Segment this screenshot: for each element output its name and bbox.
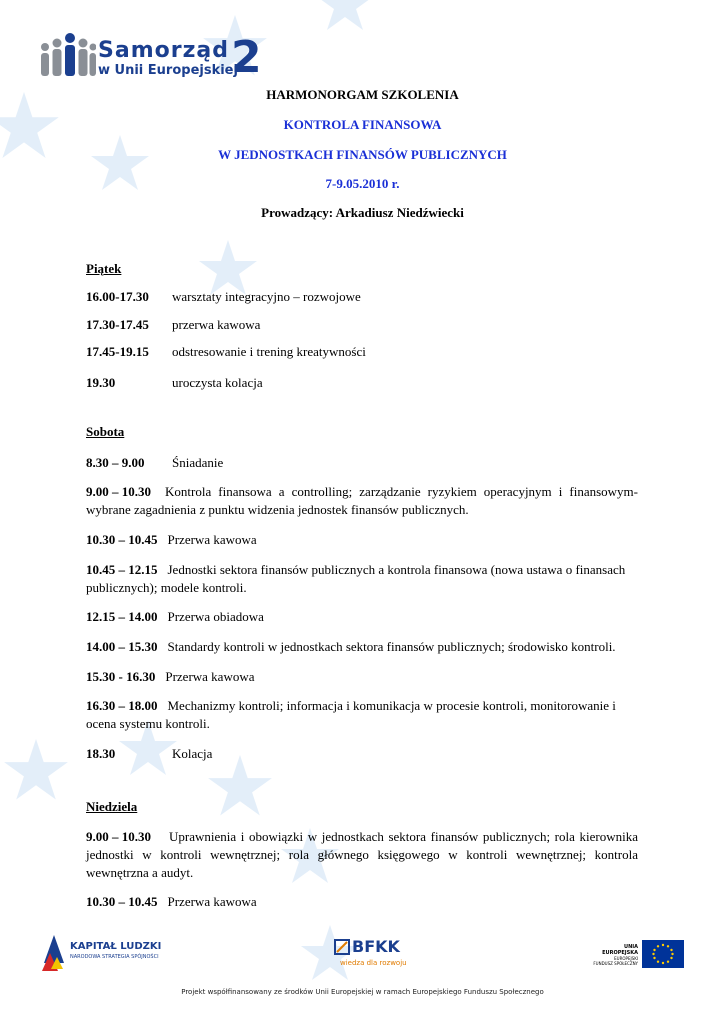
schedule-desc: przerwa kawowa — [172, 317, 261, 332]
ue-logo — [592, 940, 687, 970]
schedule-time: 9.00 – 10.30 — [86, 484, 151, 499]
schedule-desc: odstresowanie i trening kreatywności — [172, 344, 366, 359]
bfkk-tagline: wiedza dla rozwoju — [340, 959, 407, 967]
schedule-desc: uroczysta kolacja — [172, 375, 263, 390]
schedule-row — [86, 561, 638, 597]
schedule-row — [86, 343, 638, 361]
document-dates: 7-9.05.2010 r. — [325, 176, 400, 191]
day-heading-saturday: Sobota — [86, 424, 125, 439]
schedule-desc: Przerwa kawowa — [167, 532, 257, 547]
day-heading-sunday: Niedziela — [86, 799, 138, 814]
schedule-row — [86, 828, 638, 882]
schedule-row — [86, 316, 638, 334]
schedule-desc: Mechanizmy kontroli; informacja i komunikacja w procesie kontroli, monitorowanie i ocena systemu kontroli. — [86, 698, 616, 731]
document-subtitle-2: W JEDNOSTKACH FINANSÓW PUBLICZNYCH — [218, 147, 507, 162]
schedule-time: 17.45-19.15 — [86, 344, 149, 359]
ue-subtitle-1: EUROPEJSKI — [614, 956, 638, 961]
schedule-time: 10.30 – 10.45 — [86, 532, 158, 547]
schedule-row — [86, 745, 638, 763]
schedule-desc: Śniadanie — [172, 455, 224, 470]
schedule-row — [86, 608, 638, 626]
schedule-time: 8.30 – 9.00 — [86, 455, 145, 470]
star-icon — [208, 755, 272, 816]
schedule-desc: Przerwa obiadowa — [167, 609, 264, 624]
logo-number: 2 — [231, 32, 262, 83]
schedule-row — [86, 454, 638, 472]
logo-title: Samorząd — [98, 38, 229, 63]
schedule-row — [86, 288, 638, 306]
schedule-time: 16.00-17.30 — [86, 289, 149, 304]
kapital-ludzki-icon — [40, 933, 66, 973]
people-logo-icon — [38, 32, 96, 78]
document-subtitle-1: KONTROLA FINANSOWA — [283, 117, 442, 132]
schedule-desc: Przerwa kawowa — [167, 894, 257, 909]
kapital-ludzki-logo — [40, 933, 180, 973]
schedule-time: 10.45 – 12.15 — [86, 562, 158, 577]
schedule-desc: Jednostki sektora finansów publicznych a kontrola finansowa (nowa ustawa o finansach publicznych); modele kontroli. — [86, 562, 626, 595]
schedule-time: 10.30 – 10.45 — [86, 894, 158, 909]
cofinancing-footnote: Projekt współfinansowany ze środków Unii Europejskiej w ramach Europejskiego Funduszu Społecznego — [181, 988, 544, 996]
schedule-row — [86, 483, 638, 519]
schedule-desc: Kolacja — [172, 746, 213, 761]
samorzad-logo — [38, 32, 268, 84]
schedule-time: 18.30 — [86, 746, 116, 761]
schedule-time: 17.30-17.45 — [86, 317, 149, 332]
document-trainer: Prowadzący: Arkadiusz Niedźwiecki — [261, 205, 464, 220]
bfkk-name: BFKK — [352, 937, 400, 956]
schedule-desc: Uprawnienia i obowiązki w jednostkach sektora finansów publicznych; rola kierownika jednostki w kontroli wewnętrznej; rola głównego księgowego w kontroli wewnętrznej; kontrola wewnętrzna a audyt. — [86, 829, 638, 880]
day-heading-friday: Piątek — [86, 261, 122, 276]
star-icon — [316, 0, 374, 30]
logo-subtitle: w Unii Europejskiej — [98, 63, 238, 78]
bfkk-mark-icon — [334, 939, 350, 955]
kapital-ludzki-subtitle: NARODOWA STRATEGIA SPÓJNOŚCI — [70, 954, 159, 960]
document-title: HARMONORGAM SZKOLENIA — [266, 87, 459, 102]
schedule-desc: Kontrola finansowa a controlling; zarządzanie ryzykiem operacyjnym i finansowym- wybrane zagadnienia z punktu widzenia jednostek finansów publicznych. — [86, 484, 638, 517]
schedule-desc: Standardy kontroli w jednostkach sektora finansów publicznych; środowisko kontroli. — [167, 639, 616, 654]
schedule-row — [86, 531, 638, 549]
ue-title: UNIA EUROPEJSKA — [602, 944, 638, 956]
schedule-time: 12.15 – 14.00 — [86, 609, 158, 624]
schedule-time: 15.30 - 16.30 — [86, 669, 156, 684]
schedule-row — [86, 697, 638, 733]
kapital-ludzki-title: KAPITAŁ LUDZKI — [70, 941, 162, 952]
schedule-desc: warsztaty integracyjno – rozwojowe — [172, 289, 361, 304]
schedule-time: 9.00 – 10.30 — [86, 829, 151, 844]
schedule-row — [86, 893, 638, 911]
schedule-row — [86, 638, 638, 656]
ue-subtitle-2: FUNDUSZ SPOŁECZNY — [593, 961, 638, 966]
schedule-time: 19.30 — [86, 375, 116, 390]
schedule-desc: Przerwa kawowa — [165, 669, 255, 684]
schedule-row — [86, 668, 638, 686]
star-icon — [4, 739, 68, 800]
bfkk-logo — [334, 937, 434, 973]
schedule-row — [86, 374, 638, 392]
schedule-time: 14.00 – 15.30 — [86, 639, 158, 654]
eu-flag-icon — [642, 940, 684, 968]
star-icon — [199, 240, 257, 295]
schedule-time: 16.30 – 18.00 — [86, 698, 158, 713]
